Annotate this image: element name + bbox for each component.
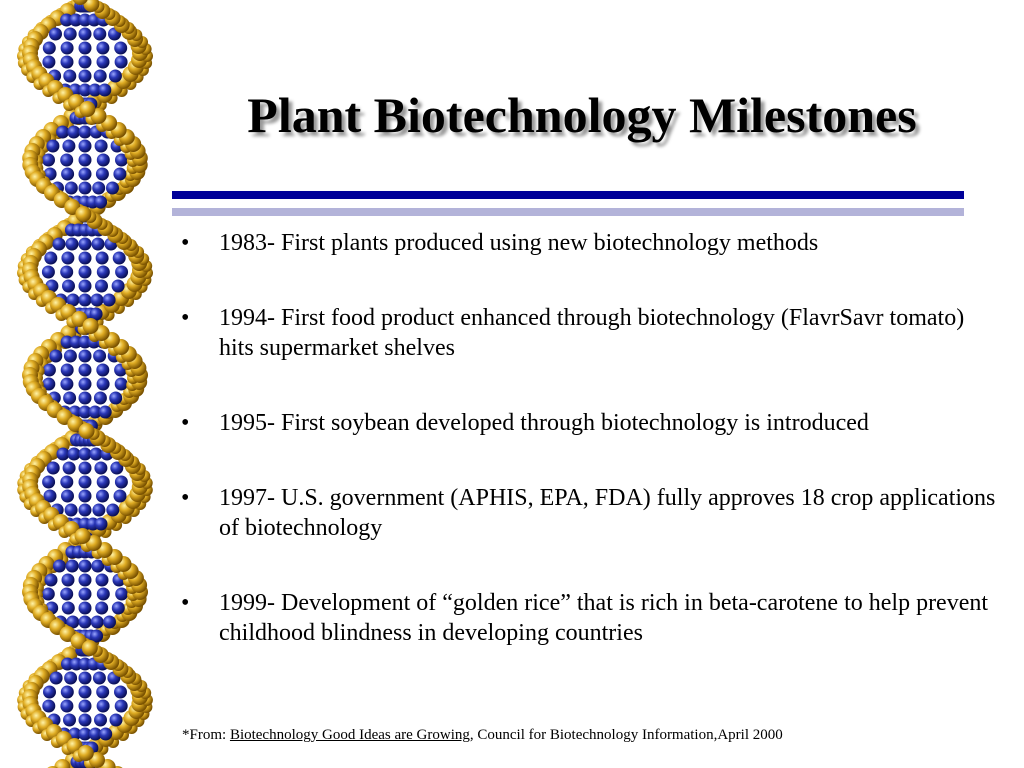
title-rule-dark: [172, 191, 964, 199]
bullet-icon: •: [181, 410, 190, 436]
list-item: [181, 408, 1001, 438]
citation-suffix: , Council for Biotechnology Information,April 2000: [469, 727, 783, 743]
source-citation: [182, 727, 783, 744]
title-rule-light: [172, 208, 964, 216]
milestone-text: 1997- U.S. government (APHIS, EPA, FDA) fully approves 18 crop applications of biotechnology: [219, 485, 996, 541]
dna-helix-image: [0, 0, 175, 768]
bullet-icon: •: [181, 590, 190, 616]
milestone-list: [181, 228, 1001, 693]
list-item: [181, 483, 1001, 543]
list-item: [181, 588, 1001, 648]
bullet-icon: •: [181, 230, 190, 256]
list-item: [181, 303, 1001, 363]
milestone-text: 1994- First food product enhanced through biotechnology (FlavrSavr tomato) hits supermarket shelves: [219, 305, 965, 361]
slide-title: Plant Biotechnology Milestones: [247, 87, 917, 143]
list-item: [181, 228, 1001, 258]
milestone-text: 1999- Development of “golden rice” that is rich in beta-carotene to help prevent childhood blindness in developing countries: [219, 590, 989, 646]
milestone-text: 1995- First soybean developed through biotechnology is introduced: [219, 410, 869, 436]
citation-prefix: *From:: [182, 727, 230, 743]
milestone-text: 1983- First plants produced using new biotechnology methods: [219, 230, 819, 256]
citation-title: Biotechnology Good Ideas are Growing: [229, 727, 470, 743]
bullet-icon: •: [181, 305, 190, 331]
bullet-icon: •: [181, 485, 190, 511]
